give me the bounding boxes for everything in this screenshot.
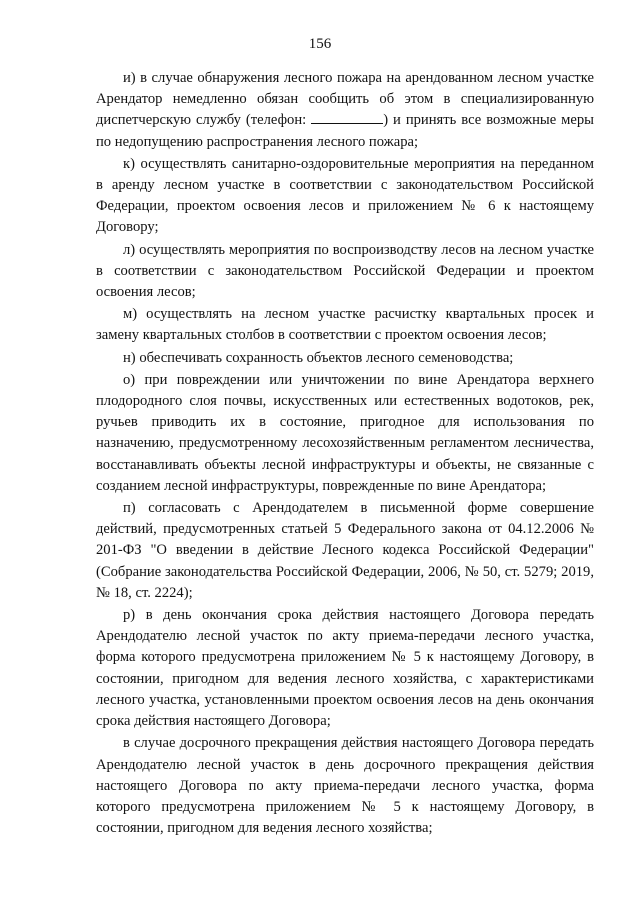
paragraph-o: о) при повреждении или уничтожении по вине Арендатора верхнего плодородного слоя почвы, искусственных или естественных водотоков, рек, ручьев приводить их в состояние, пригодное для использования по назначению, предусмотренному лесохозяйственным регламентом лесничества, восстанавливать объекты лесной инфраструктуры и объекты, не связанные с созданием лесной инфраструктуры, поврежденные по вине Арендатора; <box>96 371 594 494</box>
paragraph-l: л) осуществлять мероприятия по воспроизводству лесов на лесном участке в соответствии с законодательством Российской Федерации и проектом освоения лесов; <box>96 241 594 301</box>
paragraph-early-termination: в случае досрочного прекращения действия настоящего Договора передать Арендодателю лесной участок в день досрочного прекращения действия настоящего Договора по акту приема-передачи лесного участка, форма которого предусмотрена приложением № 5 к настоящему Договору, в состоянии, пригодном для ведения лесного хозяйства; <box>96 735 594 837</box>
document-body <box>96 68 594 840</box>
page-number: 156 <box>308 36 332 52</box>
paragraph-i <box>96 68 594 153</box>
paragraph-p: п) согласовать с Арендодателем в письменной форме совершение действий, предусмотренных статьей 5 Федерального закона от 04.12.2006 № 201-ФЗ "О введении в действие Лесного кодекса Российской Федерации" (Собрание законодательства Российской Федерации, 2006, № 50, ст. 5279; 2019, № 18, ст. 2224); <box>96 500 594 601</box>
paragraph-m: м) осуществлять на лесном участке расчистку квартальных просек и замену квартальных столбов в соответствии с проектом освоения лесов; <box>96 306 594 344</box>
paragraph-i-text: и) в случае обнаружения лесного пожара на арендованном лесном участке Арендатор немедленно обязан сообщить об этом в специализированную диспетчерскую службу (телефон: <box>96 70 594 129</box>
paragraph-k: к) осуществлять санитарно-оздоровительные мероприятия на переданном в аренду лесном участке в соответствии с законодательством Российской Федерации, проектом освоения лесов и приложением № 6 к настоящему Договору; <box>96 155 594 236</box>
paragraph-r: р) в день окончания срока действия настоящего Договора передать Арендодателю лесной участок по акту приема-передачи лесного участка, форма которого предусмотрена приложением № 5 к настоящему Договору, в состоянии, пригодном для ведения лесного хозяйства, с характеристиками лесного участка, установленными проектом освоения лесов на день окончания срока действия настоящего Договора; <box>96 607 594 730</box>
paragraph-n: н) обеспечивать сохранность объектов лесного семеноводства; <box>123 349 514 366</box>
paragraph-i-text-end: ) и принять все возможные меры по недопущению распространения лесного пожара; <box>96 112 594 150</box>
phone-blank-line <box>311 110 383 124</box>
